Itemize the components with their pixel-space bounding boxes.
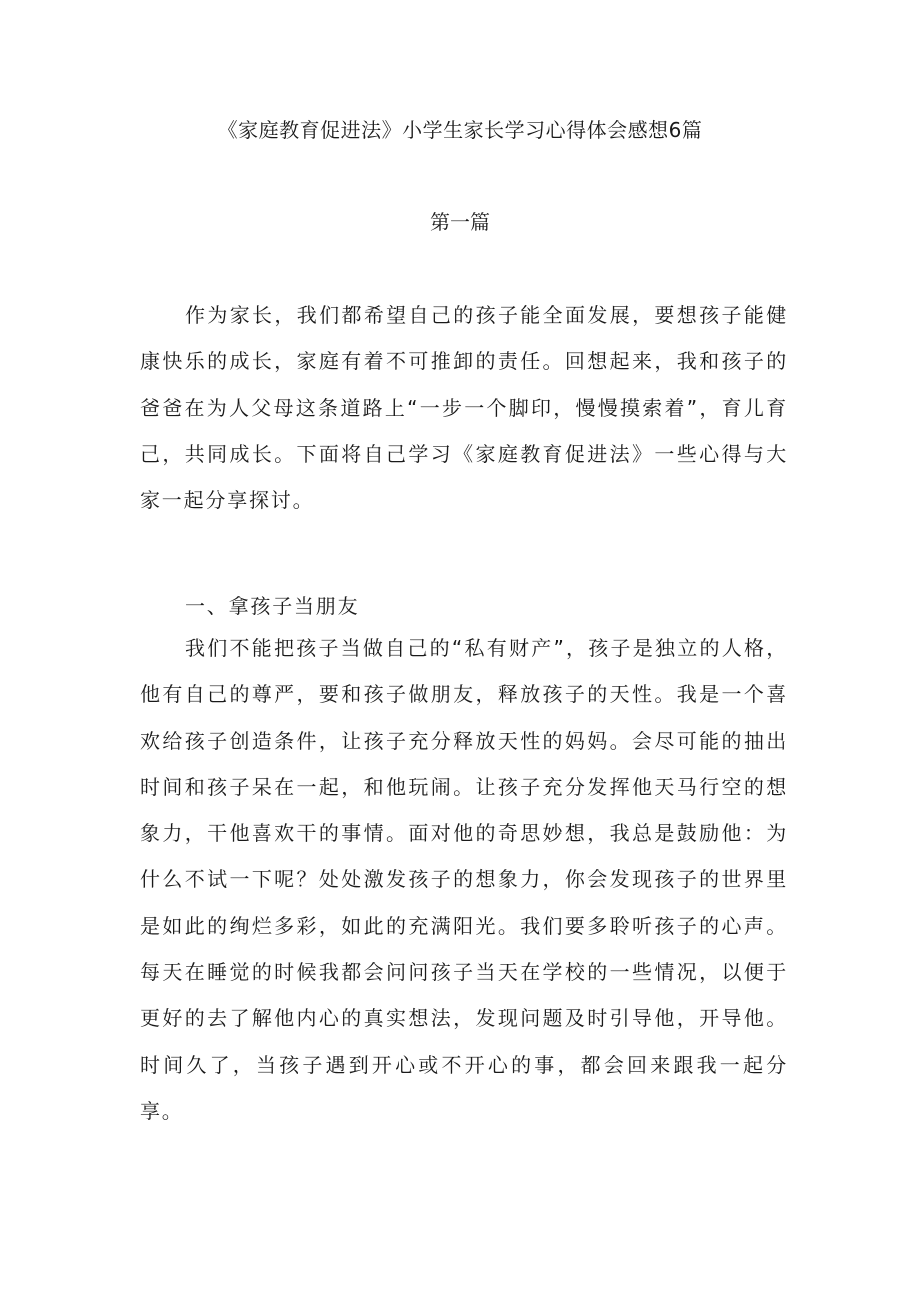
intro-paragraph: 作为家长，我们都希望自己的孩子能全面发展，要想孩子能健康快乐的成长，家庭有着不可推卸的责任。回想起来，我和孩子的爸爸在为人父母这条道路上“一步一个脚印，慢慢摸索着”，育儿育己，共同成长。下面将自己学习《家庭教育促进法》一些心得与大家一起分享探讨。 <box>140 303 788 513</box>
document-title: 《家庭教育促进法》小学生家长学习心得体会感想6篇 <box>217 118 703 142</box>
chapter-title: 第一篇 <box>430 210 490 234</box>
section-paragraph: 我们不能把孩子当做自己的“私有财产”，孩子是独立的人格，他有自己的尊严，要和孩子做朋友，释放孩子的天性。我是一个喜欢给孩子创造条件，让孩子充分释放天性的妈妈。会尽可能的抽出时间和孩子呆在一起，和他玩闹。让孩子充分发挥他天马行空的想象力，干他喜欢干的事情。面对他的奇思妙想，我总是鼓励他：为什么不试一下呢？处处激发孩子的想象力，你会发现孩子的世界里是如此的绚烂多彩，如此的充满阳光。我们要多聆听孩子的心声。每天在睡觉的时候我都会问问孩子当天在学校的一些情况，以便于更好的去了解他内心的真实想法，发现问题及时引导他，开导他。时间久了，当孩子遇到开心或不开心的事，都会回来跟我一起分享。 <box>140 636 788 1123</box>
section-heading: 一、拿孩子当朋友 <box>185 594 360 618</box>
